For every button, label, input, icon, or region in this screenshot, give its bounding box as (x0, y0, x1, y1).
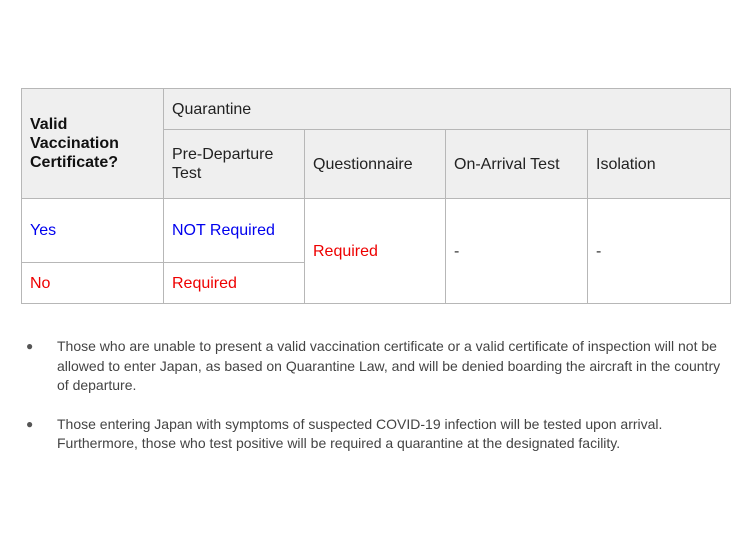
list-item (0, 337, 750, 396)
note-text: Those who are unable to present a valid vaccination certificate or a valid certificate of inspection will not be allowed to enter Japan, as based on Quarantine Law, and will be denied boarding the aircraft in the country of departure. (57, 338, 721, 393)
cell-yes-pre-departure: NOT Required (164, 199, 305, 263)
quarantine-requirements-table (21, 88, 731, 304)
list-item (0, 415, 750, 454)
cell-isolation: - (588, 199, 731, 304)
vaccination-certificate-header: Valid Vaccination Certificate? (22, 89, 164, 199)
cell-questionnaire: Required (305, 199, 446, 304)
cell-no-pre-departure: Required (164, 263, 305, 304)
row-label-yes: Yes (22, 199, 164, 263)
cell-on-arrival-test: - (446, 199, 588, 304)
column-header-questionnaire: Questionnaire (305, 130, 446, 199)
column-header-pre-departure-test: Pre-Departure Test (164, 130, 305, 199)
notes-list (0, 337, 750, 473)
note-text: Those entering Japan with symptoms of suspected COVID-19 infection will be tested upon arrival. Furthermore, those who test positive will be required a quarantine at the designated facility. (57, 415, 663, 451)
bullet-icon: ● (26, 416, 34, 431)
quarantine-group-header: Quarantine (164, 89, 731, 130)
bullet-icon: ● (26, 339, 34, 353)
row-label-no: No (22, 263, 164, 304)
column-header-on-arrival-test: On-Arrival Test (446, 130, 588, 199)
column-header-isolation: Isolation (588, 130, 731, 199)
